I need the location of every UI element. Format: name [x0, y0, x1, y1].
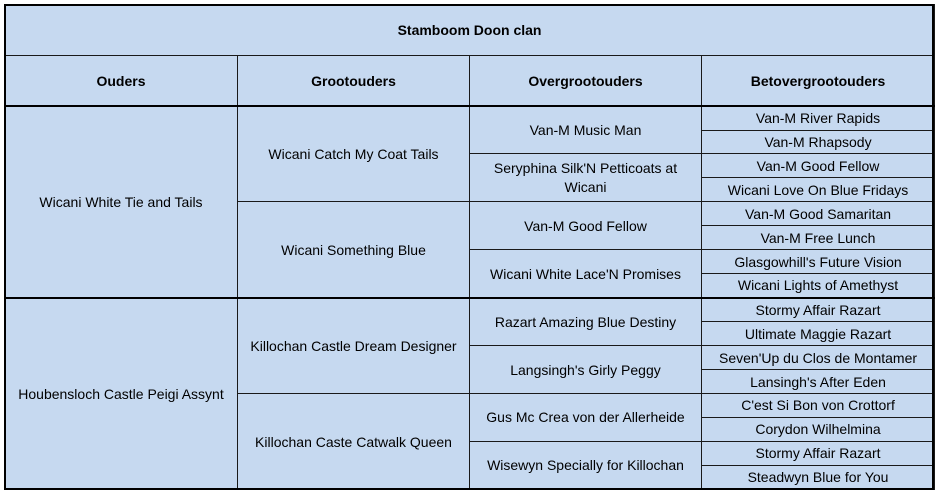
grootouder-cell: Wicani Catch My Coat Tails — [238, 106, 470, 202]
ouder-cell: Houbensloch Castle Peigi Assynt — [5, 298, 238, 490]
overgrootouder-cell: Wicani White Lace'N Promises — [470, 250, 702, 298]
betovergrootouder-cell: Ultimate Maggie Razart — [702, 322, 935, 346]
ouder-cell: Wicani White Tie and Tails — [5, 106, 238, 298]
overgrootouder-cell: Langsingh's Girly Peggy — [470, 346, 702, 394]
betovergrootouder-cell: Van-M Rhapsody — [702, 130, 935, 154]
betovergrootouder-cell: C'est Si Bon von Crottorf — [702, 394, 935, 418]
overgrootouder-cell: Van-M Music Man — [470, 106, 702, 154]
header-overgrootouders: Overgrootouders — [470, 56, 702, 107]
grootouder-cell: Killochan Castle Dream Designer — [238, 298, 470, 394]
header-ouders: Ouders — [5, 56, 238, 107]
betovergrootouder-cell: Wicani Love On Blue Fridays — [702, 178, 935, 202]
betovergrootouder-cell: Van-M Free Lunch — [702, 226, 935, 250]
overgrootouder-cell: Razart Amazing Blue Destiny — [470, 298, 702, 346]
betovergrootouder-cell: Seven'Up du Clos de Montamer — [702, 346, 935, 370]
pedigree-table — [4, 4, 935, 490]
betovergrootouder-cell: Van-M Good Samaritan — [702, 202, 935, 226]
header-grootouders: Grootouders — [238, 56, 470, 107]
betovergrootouder-cell: Van-M River Rapids — [702, 106, 935, 130]
betovergrootouder-cell: Steadwyn Blue for You — [702, 465, 935, 489]
table-title: Stamboom Doon clan — [5, 5, 935, 56]
grootouder-cell: Wicani Something Blue — [238, 202, 470, 298]
header-betovergrootouders: Betovergrootouders — [702, 56, 935, 107]
betovergrootouder-cell: Stormy Affair Razart — [702, 441, 935, 465]
betovergrootouder-cell: Corydon Wilhelmina — [702, 417, 935, 441]
betovergrootouder-cell: Wicani Lights of Amethyst — [702, 274, 935, 298]
betovergrootouder-cell: Van-M Good Fellow — [702, 154, 935, 178]
overgrootouder-cell: Gus Mc Crea von der Allerheide — [470, 394, 702, 442]
betovergrootouder-cell: Lansingh's After Eden — [702, 370, 935, 394]
overgrootouder-cell: Seryphina Silk'N Petticoats at Wicani — [470, 154, 702, 202]
overgrootouder-cell: Wisewyn Specially for Killochan — [470, 441, 702, 489]
betovergrootouder-cell: Stormy Affair Razart — [702, 298, 935, 322]
overgrootouder-cell: Van-M Good Fellow — [470, 202, 702, 250]
betovergrootouder-cell: Glasgowhill's Future Vision — [702, 250, 935, 274]
grootouder-cell: Killochan Caste Catwalk Queen — [238, 394, 470, 490]
